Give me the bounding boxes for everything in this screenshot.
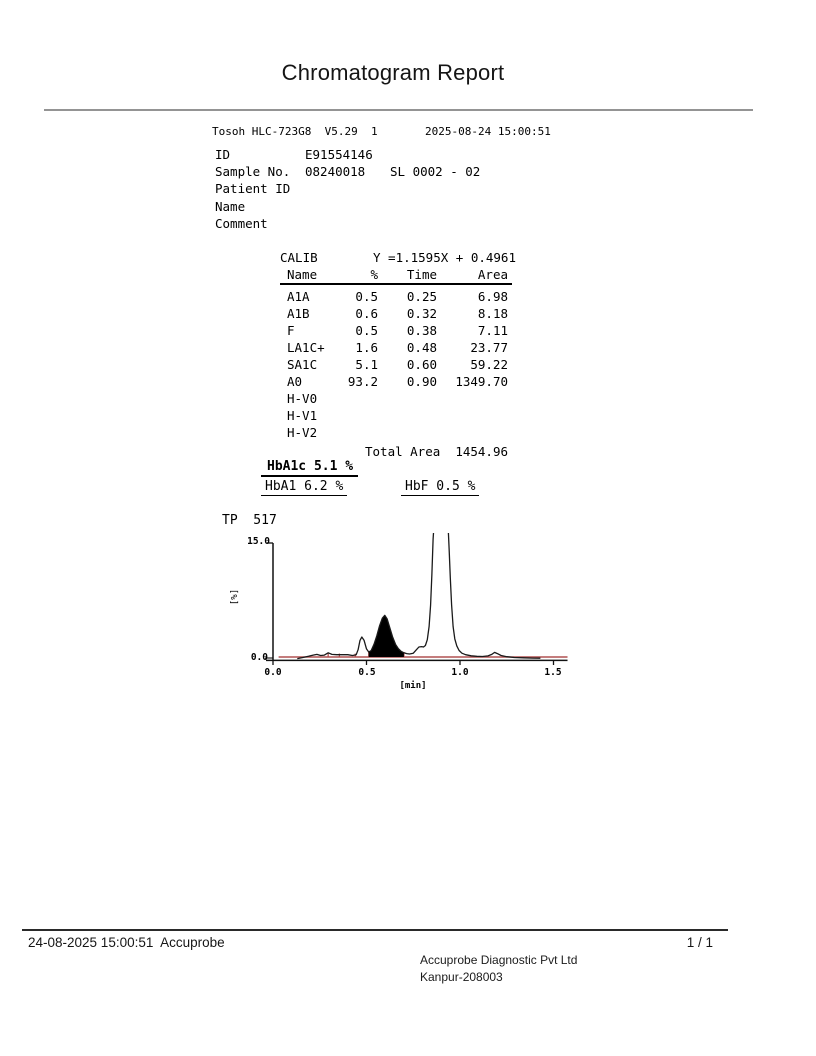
col-name: Name [287, 267, 318, 282]
x-axis-label: [min] [399, 681, 427, 691]
peak-name: A1A [287, 289, 310, 304]
table-row [287, 408, 508, 423]
sample-no-label: Sample No. [215, 164, 291, 179]
peak-name: LA1C+ [287, 340, 325, 355]
id-value: E91554146 [305, 147, 373, 162]
col-time: Time [406, 267, 437, 282]
peak-time: 0.90 [406, 374, 437, 389]
peak-pct [347, 425, 378, 440]
peak-pct: 0.5 [355, 289, 378, 304]
calib-label: CALIB [280, 250, 318, 265]
result-hbf: HbF 0.5 % [401, 479, 479, 496]
sample-no-value: 08240018 [305, 164, 366, 179]
name-label: Name [215, 199, 246, 214]
x-tick: 1.0 [451, 667, 469, 678]
table-row [287, 323, 508, 338]
table-row [287, 289, 508, 304]
peak-area [437, 391, 508, 406]
peak-time [378, 425, 437, 440]
y-tick-max: 15.0 [247, 536, 270, 547]
rack-position: SL 0002 - 02 [390, 164, 481, 179]
col-area: Area [477, 267, 508, 282]
total-area-value: 1454.96 [455, 444, 508, 459]
peak-time: 0.38 [406, 323, 437, 338]
total-area-label: Total Area [365, 444, 441, 459]
peak-name: SA1C [287, 357, 318, 372]
peak-area: 59.22 [470, 357, 508, 372]
peak-name: A0 [287, 374, 303, 389]
peak-time: 0.48 [406, 340, 437, 355]
y-tick-zero: 0.0 [250, 652, 268, 663]
peak-name: A1B [287, 306, 310, 321]
peak-area: 6.98 [477, 289, 508, 304]
peak-time: 0.25 [406, 289, 437, 304]
peak-table-header [287, 267, 508, 282]
report-datetime: 2025-08-24 15:00:51 [425, 125, 551, 138]
peak-name: F [287, 323, 295, 338]
y-axis-label: [%] [230, 588, 240, 606]
peak-name: H-V1 [287, 408, 318, 423]
table-row [287, 340, 508, 355]
col-pct: % [370, 267, 378, 282]
comment-label: Comment [215, 216, 268, 231]
peak-area: 23.77 [470, 340, 508, 355]
footer-datetime: 24-08-2025 15:00:51 Accuprobe [28, 935, 225, 950]
x-tick: 1.5 [544, 667, 562, 678]
peak-time: 0.32 [406, 306, 437, 321]
theoretical-plates-label: TP 517 [222, 513, 277, 528]
table-row [287, 357, 508, 372]
peak-area [437, 408, 508, 423]
id-label: ID [215, 147, 231, 162]
peak-time: 0.60 [406, 357, 437, 372]
peak-area: 8.18 [477, 306, 508, 321]
calib-equation: Y =1.1595X + 0.4961 [373, 250, 516, 265]
patient-id-label: Patient ID [215, 181, 291, 196]
header-divider [44, 109, 753, 111]
footer-divider [22, 929, 728, 931]
page-number: 1 / 1 [686, 935, 713, 950]
peak-pct: 5.1 [355, 357, 378, 372]
report-title: Chromatogram Report [281, 60, 505, 85]
peak-time [378, 408, 437, 423]
device-model: Tosoh HLC-723G8 V5.29 1 [212, 125, 378, 138]
result-hba1: HbA1 6.2 % [261, 479, 347, 496]
peak-area [437, 425, 508, 440]
peak-pct [347, 408, 378, 423]
peak-pct: 1.6 [355, 340, 378, 355]
table-header-rule [280, 283, 512, 285]
peak-area: 1349.70 [455, 374, 508, 389]
peak-area: 7.11 [477, 323, 508, 338]
peak-time [378, 391, 437, 406]
table-row [287, 306, 508, 321]
x-tick: 0.5 [358, 667, 376, 678]
org-name: Accuprobe Diagnostic Pvt Ltd [420, 953, 578, 967]
table-row [287, 391, 508, 406]
peak-name: H-V2 [287, 425, 318, 440]
peak-pct [347, 391, 378, 406]
chromatogram-plot [260, 533, 572, 665]
org-city: Kanpur-208003 [420, 970, 503, 984]
x-tick: 0.0 [264, 667, 282, 678]
peak-name: H-V0 [287, 391, 318, 406]
peak-pct: 0.5 [355, 323, 378, 338]
table-row [287, 425, 508, 440]
result-hba1c: HbA1c 5.1 % [261, 459, 358, 477]
peak-pct: 93.2 [347, 374, 378, 389]
peak-pct: 0.6 [355, 306, 378, 321]
table-row [287, 374, 508, 389]
